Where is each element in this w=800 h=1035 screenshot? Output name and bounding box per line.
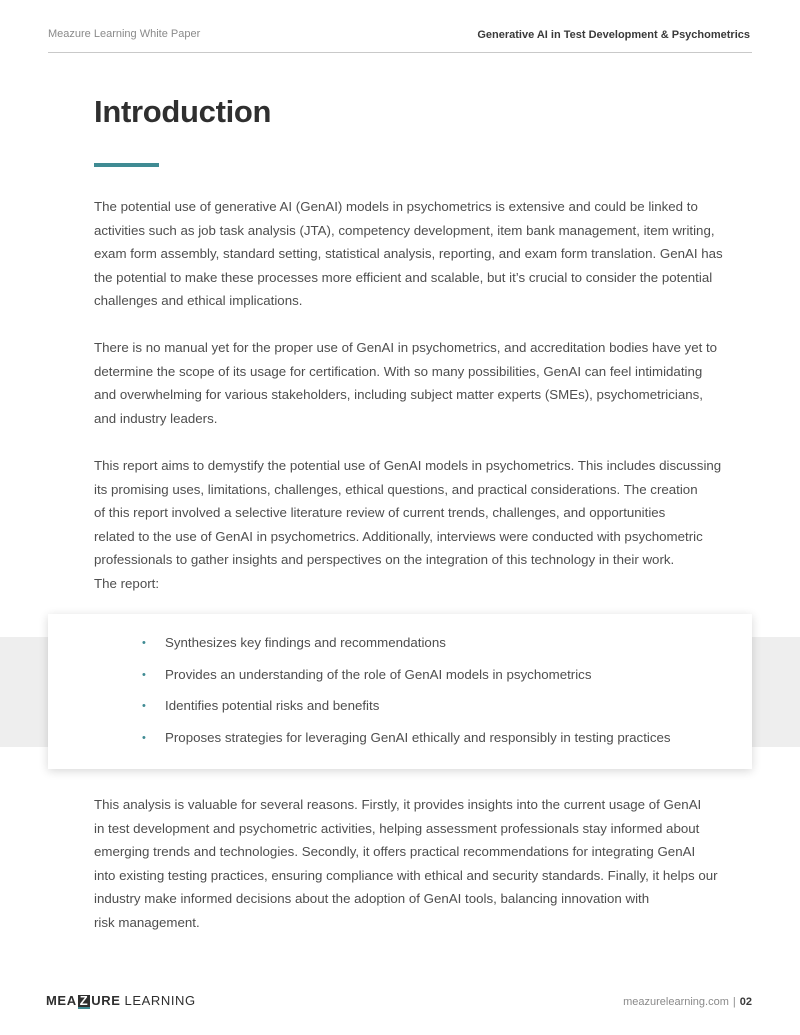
intro-paragraph-4 [94, 793, 718, 934]
logo-text-part3: LEARNING [124, 993, 196, 1008]
footer-logo [46, 993, 196, 1009]
text-line: and overwhelming for various stakeholders, including subject matter experts (SMEs), psychometricians, [94, 387, 703, 402]
text-line: of this report involved a selective literature review of current trends, challenges, and opportunities [94, 505, 666, 520]
bullet-dot-icon: • [142, 637, 146, 649]
footer-url: meazurelearning.com [623, 996, 729, 1008]
report-summary-card [48, 614, 752, 769]
text-line: emerging trends and technologies. Secondly, it offers practical recommendations for integrating GenAI [94, 844, 696, 859]
page-title: Introduction [94, 94, 272, 129]
text-line: This report aims to demystify the potential use of GenAI models in psychometrics. This includes discussing [94, 458, 722, 473]
intro-paragraph-1 [94, 195, 723, 313]
page-number: 02 [739, 996, 752, 1008]
logo-text-part2: URE [91, 993, 121, 1008]
footer-right [623, 996, 752, 1008]
text-line: related to the use of GenAI in psychometrics. Additionally, interviews were conducted with psychometric [94, 528, 703, 544]
text-line: challenges and ethical implications. [94, 293, 303, 308]
bullet-dot-icon: • [142, 668, 146, 681]
bullet-item [142, 663, 671, 695]
bullet-text: Synthesizes key findings and recommendations [165, 635, 446, 650]
text-line: The potential use of generative AI (GenAI) models in psychometrics is extensive and could be linked to [94, 199, 698, 214]
bullet-item [142, 694, 671, 726]
text-line: in test development and psychometric activities, helping assessment professionals stay informed about [94, 820, 700, 836]
text-line: activities such as job task analysis (JTA), competency development, item bank management, item writing, [94, 222, 715, 238]
header-divider [48, 52, 752, 53]
bullet-text: Proposes strategies for leveraging GenAI ethically and responsibly in testing practices [165, 729, 671, 745]
bullet-text: Provides an understanding of the role of GenAI models in psychometrics [165, 666, 592, 682]
header-right-label: Generative AI in Test Development & Psychometrics [477, 29, 750, 41]
intro-paragraph-2 [94, 336, 718, 430]
text-line: The report: [94, 575, 160, 591]
footer-separator: | [732, 996, 736, 1008]
bullet-item [142, 726, 671, 758]
text-line: risk management. [94, 914, 200, 930]
text-line: its promising uses, limitations, challenges, ethical questions, and practical considerations. The creation [94, 481, 698, 497]
text-line: the potential to make these processes more efficient and scalable, but it’s crucial to consider the potential [94, 269, 713, 285]
bullet-dot-icon: • [142, 731, 146, 744]
title-accent-bar [94, 163, 159, 167]
text-line: professionals to gather insights and perspectives on the integration of this technology in their work. [94, 552, 675, 567]
intro-paragraph-3 [94, 454, 722, 595]
text-line: industry make informed decisions about the adoption of GenAI tools, balancing innovation with [94, 891, 650, 906]
text-line: There is no manual yet for the proper use of GenAI in psychometrics, and accreditation bodies have yet to [94, 340, 718, 355]
bullet-dot-icon: • [142, 700, 146, 712]
text-line: into existing testing practices, ensuring compliance with ethical and security standards. Finally, it helps our [94, 867, 718, 883]
text-line: and industry leaders. [94, 410, 218, 426]
header-left-label: Meazure Learning White Paper [48, 28, 201, 40]
logo-text-part1: MEA [46, 993, 77, 1008]
bullet-item [142, 631, 671, 663]
logo-z-mark: Z [79, 993, 89, 1008]
bullet-text: Identifies potential risks and benefits [165, 698, 380, 713]
report-bullet-list [142, 631, 671, 757]
text-line: determine the scope of its usage for certification. With so many possibilities, GenAI can feel intimidating [94, 363, 703, 379]
text-line: exam form assembly, standard setting, statistical analysis, reporting, and exam form translation. GenAI has [94, 246, 723, 261]
text-line: This analysis is valuable for several reasons. Firstly, it provides insights into the current usage of GenAI [94, 797, 702, 812]
